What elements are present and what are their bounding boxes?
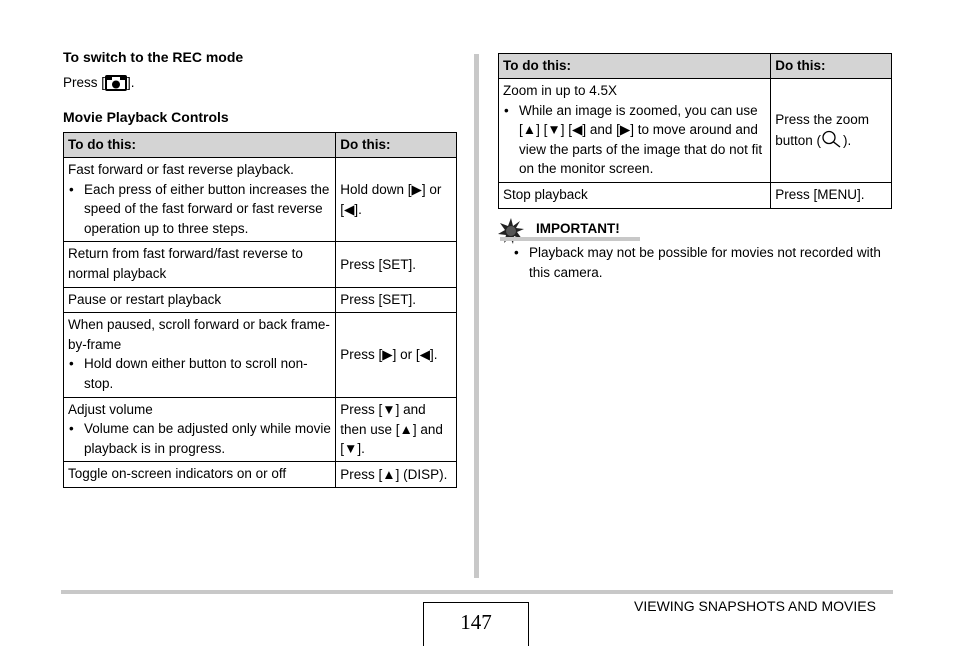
table-header-row: [64, 133, 457, 158]
important-label: IMPORTANT!: [536, 221, 620, 236]
row-action: Press [▶] or [◀].: [336, 313, 457, 397]
action-prefix: Press the zoom button (: [775, 112, 870, 148]
table-header-row: [499, 54, 892, 79]
column-header-do-this: Do this:: [771, 54, 892, 79]
row-bullet: • Volume can be adjusted only while movie playback is in progress.: [84, 419, 331, 458]
column-header-to-do: To do this:: [64, 133, 336, 158]
important-note: [513, 243, 893, 282]
rec-mode-heading: To switch to the REC mode: [63, 49, 244, 65]
table-row: [64, 242, 457, 287]
row-description: Fast forward or fast reverse playback.: [68, 162, 294, 177]
press-suffix: ].: [127, 75, 135, 90]
table-row: [64, 462, 457, 488]
row-description: Pause or restart playback: [68, 291, 222, 307]
table-row: [499, 79, 892, 183]
row-action: Press [▼] and then use [▲] and [▼].: [336, 397, 457, 462]
column-divider: [474, 54, 479, 578]
row-description: Adjust volume: [68, 401, 153, 417]
row-bullet: • While an image is zoomed, you can use [▲] [▼] [◀] and [▶] to move around and view the parts of the image that do not fit on the monitor screen.: [519, 101, 766, 179]
movie-controls-table: [63, 132, 457, 488]
camera-icon: [105, 75, 127, 91]
row-action: [771, 79, 892, 183]
magnifier-icon: [821, 130, 843, 148]
important-underline: [500, 237, 640, 241]
table-row: [64, 313, 457, 397]
table-row: [499, 182, 892, 208]
press-prefix: Press [: [63, 75, 106, 90]
column-header-do-this: Do this:: [336, 133, 457, 158]
row-description: Stop playback: [503, 186, 588, 202]
table-row: [64, 397, 457, 462]
table-row: [64, 287, 457, 313]
row-description: Return from fast forward/fast reverse to normal playback: [68, 246, 303, 281]
note-bullet: • Playback may not be possible for movies not recorded with this camera.: [529, 243, 893, 282]
footer-rule: [61, 590, 893, 594]
row-bullet: • Hold down either button to scroll non-stop.: [84, 354, 331, 393]
rec-mode-instruction: [63, 73, 135, 93]
action-suffix: ).: [843, 132, 852, 148]
movie-controls-heading: Movie Playback Controls: [63, 109, 229, 125]
row-bullet: • Each press of either button increases the speed of the fast forward or fast reverse operation up to three steps.: [84, 180, 331, 239]
zoom-controls-table: [498, 53, 892, 209]
row-action: Press [SET].: [336, 242, 457, 287]
row-description: Toggle on-screen indicators on or off: [68, 466, 287, 482]
row-action: Press [MENU].: [771, 182, 892, 208]
row-action: Press [▲] (DISP).: [336, 462, 457, 488]
table-row: [64, 158, 457, 242]
page-number: 147: [423, 602, 529, 646]
section-title: VIEWING SNAPSHOTS AND MOVIES: [634, 598, 876, 614]
row-description: Zoom in up to 4.5X: [503, 83, 618, 98]
row-action: Hold down [▶] or [◀].: [336, 158, 457, 242]
column-header-to-do: To do this:: [499, 54, 771, 79]
row-description: When paused, scroll forward or back frame-by-frame: [68, 317, 330, 352]
row-action: Press [SET].: [336, 287, 457, 313]
